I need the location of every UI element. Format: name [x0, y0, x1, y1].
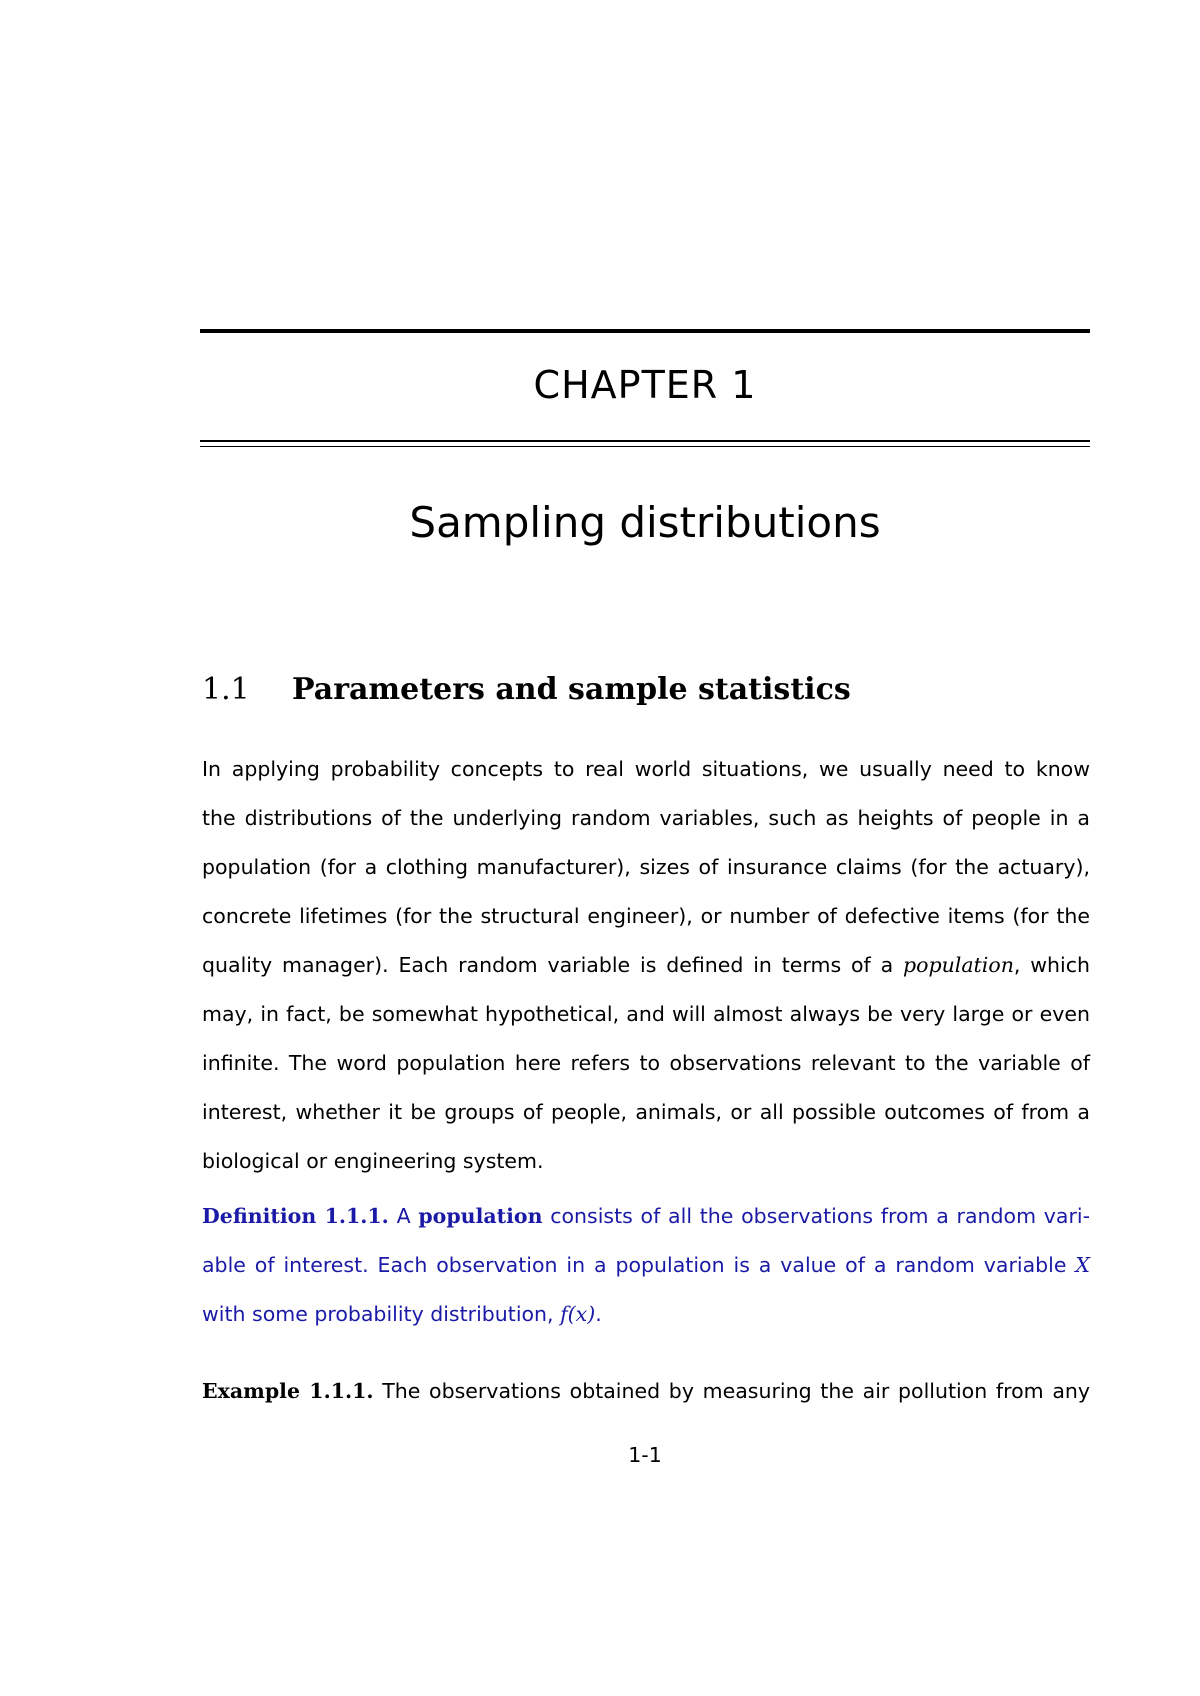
section-title: Parameters and sample statistics: [292, 672, 851, 707]
paragraph-text: , which: [1013, 953, 1090, 977]
example-label: Example 1.1.1.: [202, 1379, 374, 1403]
paragraph-line: In applying probability concepts to real world situations, we usually need to know: [202, 757, 1090, 781]
section-number: 1.1: [202, 672, 250, 707]
definition-term: population: [418, 1204, 543, 1228]
population-emphasis: population: [902, 953, 1014, 977]
page-number: 1-1: [628, 1443, 662, 1467]
paragraph-line: infinite. The word population here refers to observations relevant to the variable of: [202, 1051, 1090, 1075]
paragraph-line: the distributions of the underlying random variables, such as heights of people in a: [202, 806, 1090, 830]
section-heading: [202, 670, 851, 710]
chapter-label: CHAPTER 1: [533, 363, 757, 407]
definition-label: Definition 1.1.1.: [202, 1204, 389, 1228]
definition-line: [202, 1241, 1090, 1290]
definition-text: A: [396, 1204, 419, 1228]
definition-text: consists of all the observations from a random vari-: [542, 1204, 1090, 1228]
paragraph-line: may, in fact, be somewhat hypothetical, and will almost always be very large or even: [202, 1002, 1090, 1026]
chapter-bottom-rule-lower: [200, 446, 1090, 447]
chapter-bottom-rule-upper: [200, 440, 1090, 442]
paragraph-line: interest, whether it be groups of people, animals, or all possible outcomes of from a: [202, 1100, 1090, 1124]
random-variable-symbol: X: [1075, 1253, 1090, 1277]
chapter-top-rule: [200, 329, 1090, 333]
definition-line: [202, 1192, 1090, 1241]
intro-paragraph: [202, 745, 1090, 1186]
example-block: [202, 1367, 1090, 1416]
paragraph-text: quality manager). Each random variable is defined in terms of a: [202, 953, 903, 977]
definition-line: [202, 1290, 1090, 1339]
paragraph-line: [202, 941, 1090, 990]
definition-text: with some probability distribution,: [202, 1302, 561, 1326]
definition-block: [202, 1192, 1090, 1339]
paragraph-line: biological or engineering system.: [202, 1149, 544, 1173]
example-line: [202, 1367, 1090, 1416]
paragraph-line: population (for a clothing manufacturer), sizes of insurance claims (for the actuary),: [202, 855, 1090, 879]
example-text: The observations obtained by measuring the air pollution from any: [373, 1379, 1091, 1403]
chapter-title: Sampling distributions: [409, 498, 881, 547]
definition-text: .: [595, 1302, 602, 1326]
paragraph-line: concrete lifetimes (for the structural engineer), or number of defective items (for the: [202, 904, 1090, 928]
definition-text: able of interest. Each observation in a population is a value of a random variable: [202, 1253, 1076, 1277]
distribution-function: f(x): [560, 1302, 596, 1326]
